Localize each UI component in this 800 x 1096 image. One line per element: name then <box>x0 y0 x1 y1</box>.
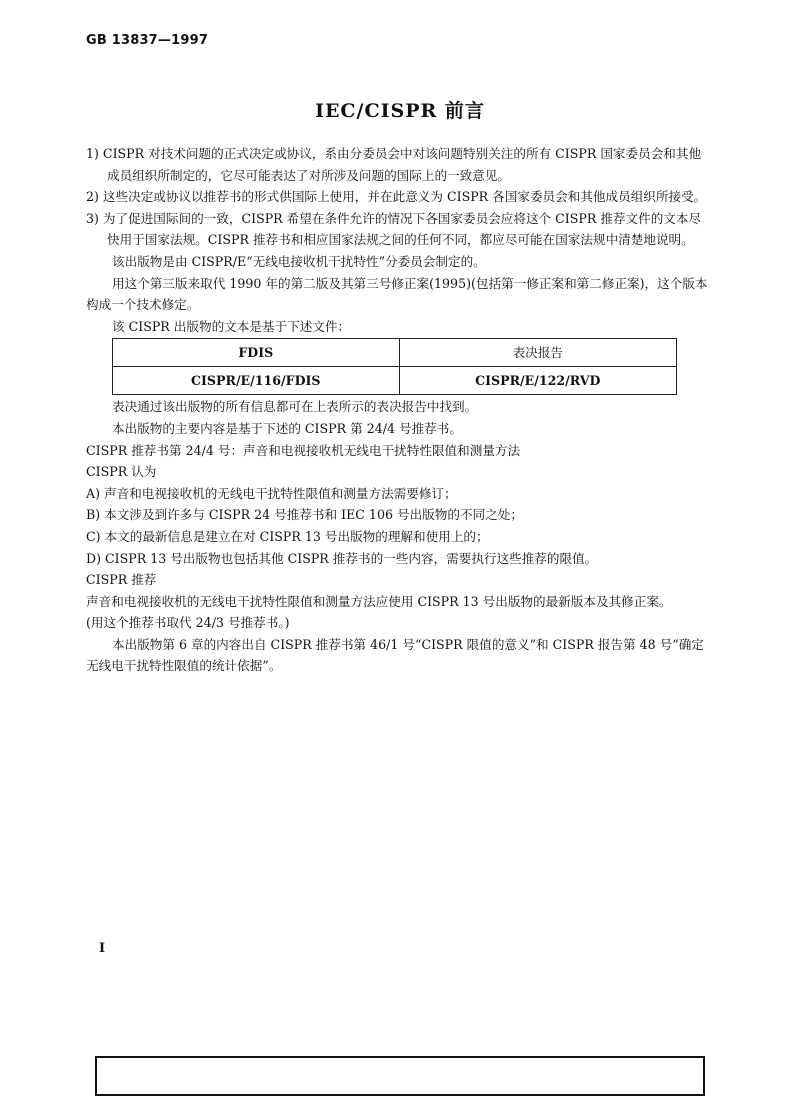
list-item-c: C) 本文的最新信息是建立在对 CISPR 13 号出版物的理解和使用上的； <box>86 528 489 544</box>
paragraph-recommends: CISPR 推荐 <box>86 572 157 588</box>
foreword-body <box>86 143 708 677</box>
paragraph-vote-info: 表决通过该出版物的所有信息都可在上表所示的表决报告中找到。 <box>112 399 478 415</box>
table-cell-rvd: CISPR/E/122/RVD <box>399 367 676 395</box>
paragraph-chapter-6: 本出版物第 6 章的内容出自 CISPR 推荐书第 46/1 号“CISPR 限值的意义”和 CISPR 报告第 48 号“确定无线电干扰特性限值的统计依据”。 <box>86 636 704 674</box>
table-cell-fdis: CISPR/E/116/FDIS <box>113 367 400 395</box>
paragraph-recommendation-title: CISPR 推荐书第 24/4 号：声音和电视接收机无线电干扰特性限值和测量方法 <box>86 442 521 458</box>
voting-table <box>112 338 677 395</box>
list-item-1: 1) CISPR 对技术问题的正式决定或协议，系由分委员会中对该问题特别关注的所有 CISPR 国家委员会和其他成员组织所制定的，它尽可能表达了对所涉及问题的国际上的一致意见。 <box>86 146 702 183</box>
table-header-vote-report: 表决报告 <box>399 339 676 367</box>
paragraph-main-content: 本出版物的主要内容是基于下述的 CISPR 第 24/4 号推荐书。 <box>112 420 462 436</box>
list-item-3: 3) 为了促进国际间的一致，CISPR 希望在条件允许的情况下各国家委员会应将这个 CISPR 推荐文件的文本尽快用于国家法规。CISPR 推荐书和相应国家法规之间的任何不同，都应尽可能在国家法规中清楚地说明。 <box>86 210 702 248</box>
table-header-fdis: FDIS <box>113 339 400 367</box>
paragraph-based-on: 该 CISPR 出版物的文本是基于下述文件： <box>112 318 351 334</box>
paragraph-edition: 用这个第三版来取代 1990 年的第二版及其第三号修正案(1995)(包括第一修正案和第二修正案)，这个版本构成一个技术修定。 <box>86 275 708 313</box>
list-item-d: D) CISPR 13 号出版物也包括其他 CISPR 推荐书的一些内容，需要执行这些推荐的限值。 <box>86 550 598 566</box>
table-row <box>113 367 677 395</box>
bottom-frame <box>95 1056 705 1096</box>
paragraph-considers: CISPR 认为 <box>86 464 157 480</box>
paragraph-recommendation-text: 声音和电视接收机的无线电干扰特性限值和测量方法应使用 CISPR 13 号出版物的最新版本及其修正案。 <box>86 593 672 609</box>
page-title: IEC/CISPR 前言 <box>315 100 485 122</box>
standard-number: GB 13837—1997 <box>86 33 209 48</box>
table-header-row <box>113 339 677 367</box>
paragraph-replaces: (用这个推荐书取代 24/3 号推荐书。) <box>86 615 290 631</box>
list-item-b: B) 本文涉及到许多与 CISPR 24 号推荐书和 IEC 106 号出版物的不同之处； <box>86 507 523 523</box>
list-item-2: 2) 这些决定或协议以推荐书的形式供国际上使用，并在此意义为 CISPR 各国家委员会和其他成员组织所接受。 <box>86 189 707 205</box>
list-item-a: A) 声音和电视接收机的无线电干扰特性限值和测量方法需要修订； <box>86 485 457 501</box>
paragraph-prepared-by: 该出版物是由 CISPR/E“无线电接收机干扰特性”分委员会制定的。 <box>112 253 486 269</box>
page-number: I <box>99 941 106 956</box>
